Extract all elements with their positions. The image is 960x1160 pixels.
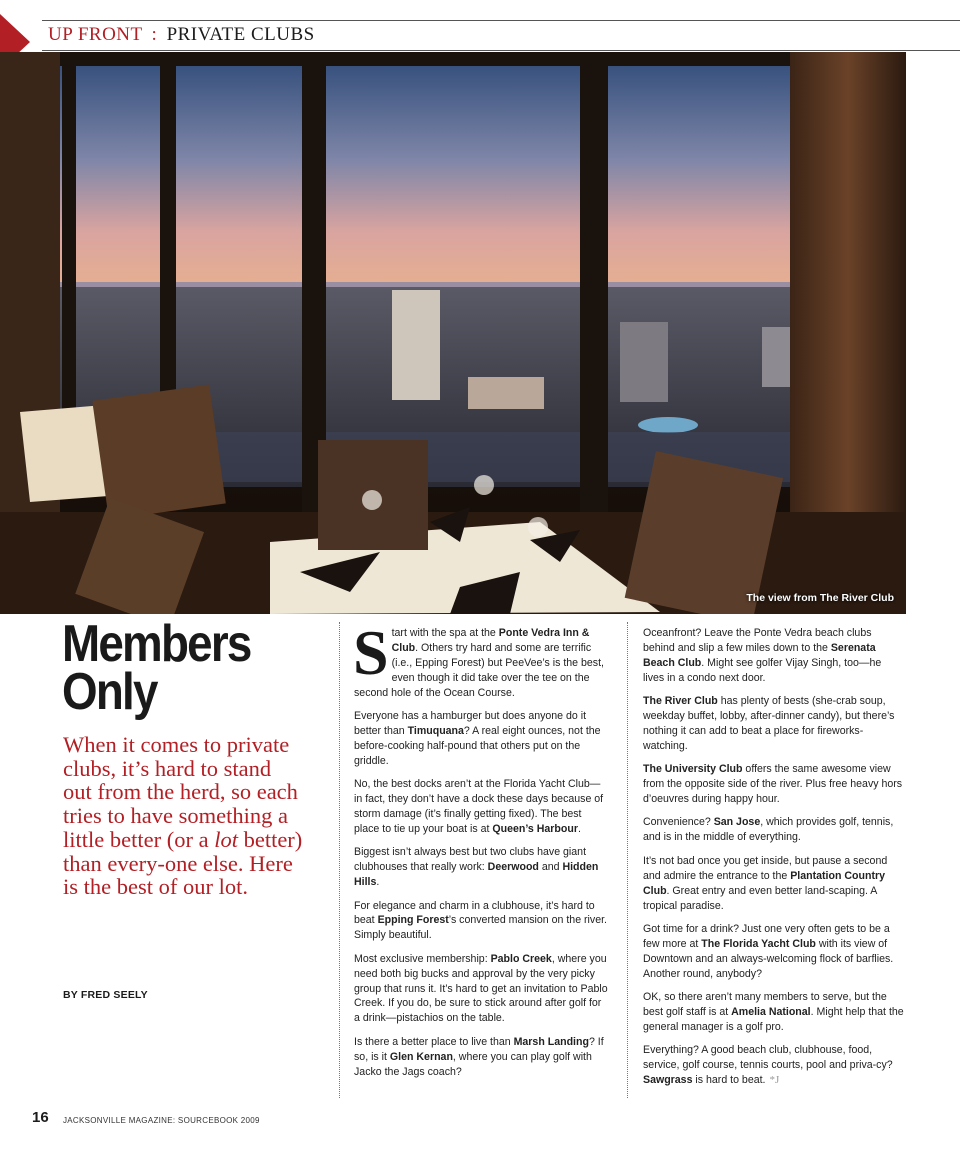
paragraph: Everything? A good beach club, clubhouse, food, service, golf course, tennis courts, pool and priva-cy? Sawgrass is hard to beat. *J bbox=[643, 1044, 893, 1087]
paragraph: Most exclusive membership: Pablo Creek, where you need both big bucks and approval by the very picky group that runs it. It’s hard to get an invitation to Pablo Creek. If you do, be sure to stick around after golf for a drink—pistachios on the table. bbox=[354, 952, 608, 1025]
paragraph: Everyone has a hamburger but does anyone do it better than Timuquana? A real eight ounces, not the before-cooking half-pound that others put on the griddle. bbox=[354, 710, 601, 767]
paragraph: Biggest isn’t always best but two clubs have giant clubhouses that really work: Deerwood and Hidden Hills. bbox=[354, 846, 599, 889]
header-rule-bottom bbox=[42, 50, 960, 51]
subsection-name: PRIVATE CLUBS bbox=[166, 24, 315, 45]
paragraph: Is there a better place to live than Marsh Landing? If so, is it Glen Kernan, where you can play golf with Jacko the Jags coach? bbox=[354, 1035, 604, 1078]
paragraph: OK, so there aren’t many members to serve, but the best golf staff is at Amelia National. Might help that the general manager is a golf pro. bbox=[643, 991, 904, 1033]
restaurant-view-photo bbox=[0, 52, 906, 614]
page-number: 16 bbox=[32, 1109, 49, 1126]
paragraph: Oceanfront? Leave the Ponte Vedra beach clubs behind and slip a few miles down to the Serenata Beach Club. Might see golfer Vijay Singh, too—he lives in a condo next door. bbox=[643, 627, 882, 684]
article-column-2 bbox=[643, 626, 905, 1096]
end-mark: *J bbox=[769, 1074, 780, 1087]
paragraph: It’s not bad once you get inside, but pause a second and admire the entrance to the Plantation Country Club. Great entry and even better land-scaping. A tropical paradise. bbox=[643, 854, 888, 912]
paragraph: Start with the spa at the Ponte Vedra Inn & Club. Others try hard and some are terrific (i.e., Epping Forest) but PeeVee’s is the best, even though it did take over the tee on the second hole of the Ocean Course. bbox=[353, 617, 604, 699]
paragraph: Got time for a drink? Just one very often gets to be a few more at The Florida Yacht Club with its view of Downtown and an always-welcoming flock of barflies. Another round, anybody? bbox=[643, 922, 894, 980]
section-name: UP FRONT bbox=[48, 24, 143, 45]
paragraph: For elegance and charm in a clubhouse, it’s hard to beat Epping Forest’s converted mansion on the river. Simply beautiful. bbox=[354, 899, 607, 942]
photo-caption: The view from The River Club bbox=[746, 592, 894, 604]
paragraph: The University Club offers the same awesome view from the opposite side of the river. Plus free heavy hors d’oeuvres during happy hour. bbox=[643, 763, 903, 806]
paragraph: Convenience? San Jose, which provides golf, tennis, and is in the middle of everything. bbox=[643, 816, 894, 844]
photo-illustration bbox=[0, 52, 906, 614]
article-title bbox=[62, 615, 282, 721]
column-divider bbox=[339, 622, 340, 1098]
paragraph: The River Club has plenty of bests (she-crab soup, weekday buffet, lobby, after-dinner candy), but there’s nothing it can add to beat a place for fireworks-watching. bbox=[643, 695, 895, 752]
title-line-1: Members bbox=[62, 615, 251, 673]
deck-emphasis: lot bbox=[214, 826, 238, 852]
section-header bbox=[48, 24, 315, 46]
article-column-1 bbox=[353, 617, 608, 1088]
drop-cap: S bbox=[353, 617, 389, 688]
header-rule-top bbox=[42, 20, 960, 21]
article-deck bbox=[63, 733, 303, 899]
deck-text-2: better) than every-one else. Here is the best of our lot. bbox=[63, 826, 303, 900]
byline: BY FRED SEELY bbox=[63, 989, 148, 1001]
publication-name: JACKSONVILLE MAGAZINE: SOURCEBOOK 2009 bbox=[63, 1116, 260, 1125]
deck-text-1: When it comes to private clubs, it’s hard to stand out from the herd, so each tries to have something a little better (or a bbox=[63, 732, 298, 852]
paragraph: No, the best docks aren’t at the Florida Yacht Club—in fact, they don’t have a dock these days because of storm damage (it’s finally getting fixed). The best place to tie up your boat is at Queen’s Harbour. bbox=[354, 778, 604, 835]
column-divider bbox=[627, 622, 628, 1098]
section-separator: : bbox=[151, 24, 158, 45]
title-line-2: Only bbox=[62, 663, 157, 721]
